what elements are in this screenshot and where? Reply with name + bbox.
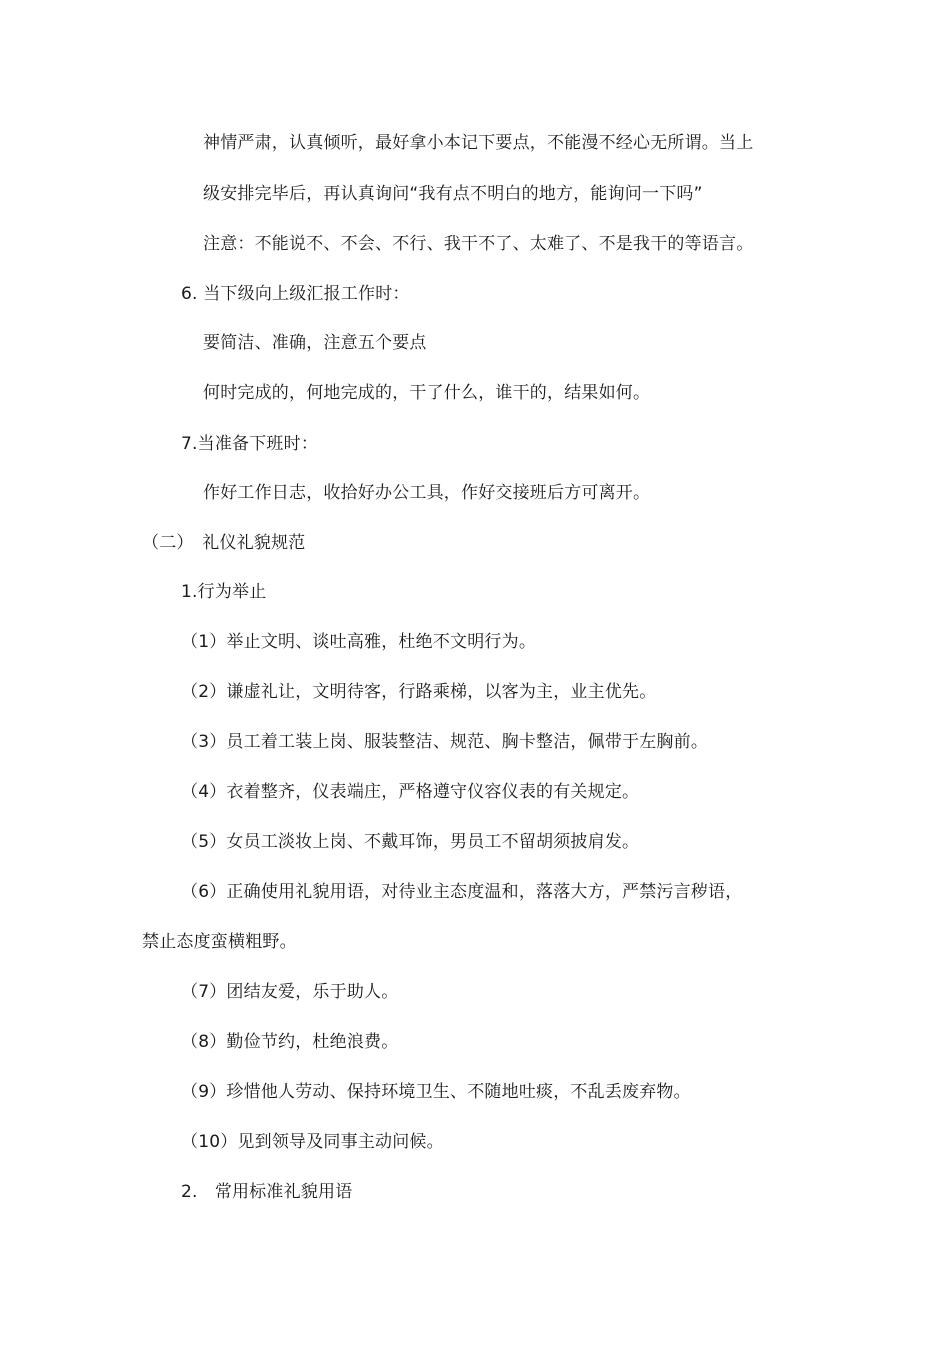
list-item: （9）珍惜他人劳动、保持环境卫生、不随地吐痰，不乱丢废弃物。 bbox=[181, 1082, 691, 1102]
paragraph-line: 何时完成的，何地完成的，干了什么，谁干的，结果如何。 bbox=[203, 383, 651, 403]
numbered-heading: 2. 常用标准礼貌用语 bbox=[181, 1182, 353, 1202]
numbered-heading: 7.当准备下班时： bbox=[181, 434, 319, 454]
list-item: （2）谦虚礼让，文明待客，行路乘梯，以客为主，业主优先。 bbox=[181, 682, 657, 702]
list-item: （6）正确使用礼貌用语，对待业主态度温和，落落大方，严禁污言秽语， bbox=[181, 882, 743, 902]
list-item: （7）团结友爱，乐于助人。 bbox=[181, 982, 399, 1002]
list-item-continuation: 禁止态度蛮横粗野。 bbox=[142, 932, 297, 952]
list-item: （5）女员工淡妆上岗、不戴耳饰，男员工不留胡须披肩发。 bbox=[181, 832, 640, 852]
paragraph-line: 注意：不能说不、不会、不行、我干不了、太难了、不是我干的等语言。 bbox=[203, 234, 754, 254]
list-item: （3）员工着工装上岗、服装整洁、规范、胸卡整洁，佩带于左胸前。 bbox=[181, 732, 709, 752]
paragraph-line: 要简洁、准确，注意五个要点 bbox=[203, 333, 427, 353]
list-item: （8）勤俭节约，杜绝浪费。 bbox=[181, 1032, 399, 1052]
list-item: （1）举止文明、谈吐高雅，杜绝不文明行为。 bbox=[181, 632, 537, 652]
list-item: （10）见到领导及同事主动问候。 bbox=[181, 1132, 444, 1152]
paragraph-line: 神情严肃，认真倾听，最好拿小本记下要点，不能漫不经心无所谓。当上 bbox=[203, 133, 754, 153]
paragraph-line: 作好工作日志，收拾好办公工具，作好交接班后方可离开。 bbox=[203, 483, 651, 503]
paragraph-line: 级安排完毕后，再认真询问“我有点不明白的地方，能询问一下吗” bbox=[203, 184, 703, 204]
numbered-heading: 6. 当下级向上级汇报工作时： bbox=[181, 284, 410, 304]
numbered-heading: 1.行为举止 bbox=[181, 582, 267, 602]
list-item: （4）衣着整齐，仪表端庄，严格遵守仪容仪表的有关规定。 bbox=[181, 782, 640, 802]
section-heading: （二） 礼仪礼貌规范 bbox=[142, 533, 306, 553]
